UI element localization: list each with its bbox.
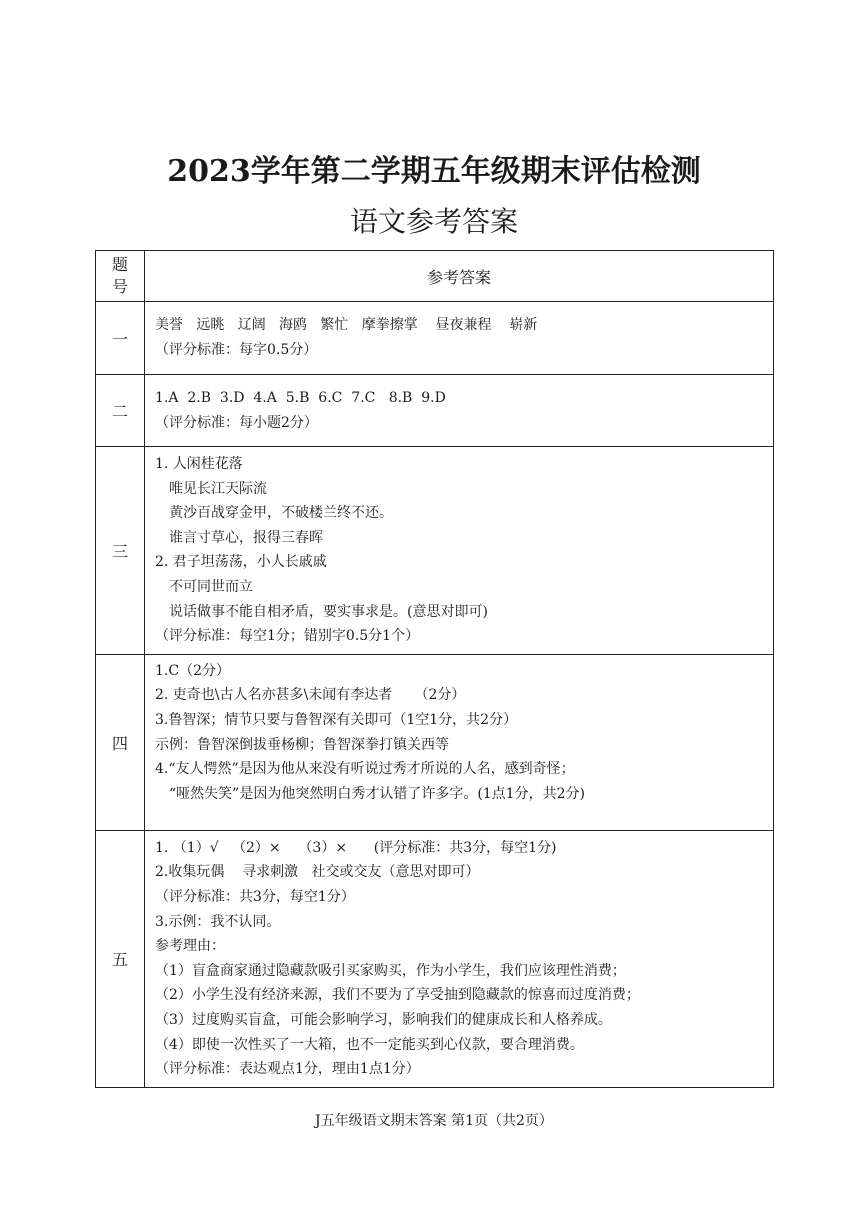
answer-line: “哑然失笑”是因为他突然明白秀才认错了许多字。(1点1分，共2分) xyxy=(169,785,585,802)
question-number-header xyxy=(96,251,145,302)
answer-line: 1. （1）√ （2）× （3）× (评分标准：共3分，每空1分) xyxy=(155,839,557,856)
answer-line: （2）小学生没有经济来源，我们不要为了享受抽到隐藏款的惊喜而过度消费； xyxy=(155,987,640,1004)
answer-cell xyxy=(145,830,774,1087)
page-title: 2023学年第二学期五年级期末评估检测 xyxy=(167,154,701,189)
answer-line: 示例：鲁智深倒拔垂杨柳；鲁智深拳打镇关西等 xyxy=(155,736,449,753)
answer-line: 不可同世而立 xyxy=(169,578,253,595)
answer-line: 4.“友人愕然”是因为他从来没有听说过秀才所说的人名，感到奇怪； xyxy=(155,761,575,778)
question-number-header-label: 题 号 xyxy=(111,255,128,296)
question-number: 二 xyxy=(96,375,145,447)
page-subtitle: 语文参考答案 xyxy=(349,205,518,238)
question-number: 四 xyxy=(96,654,145,830)
answer-line: （1）盲盒商家通过隐藏款吸引买家购买，作为小学生，我们应该理性消费； xyxy=(155,962,626,979)
answer-line: （评分标准：每字0.5分） xyxy=(155,342,318,358)
table-row xyxy=(96,447,774,655)
answer-line: （4）即使一次性买了一大箱，也不一定能买到心仪款，要合理消费。 xyxy=(155,1036,584,1053)
table-row xyxy=(96,830,774,1087)
answer-line: 3.鲁智深；情节只要与鲁智深有关即可（1空1分，共2分） xyxy=(155,711,518,728)
answer-line: 美誉 远眺 辽阔 海鸥 繁忙 摩拳擦掌 昼夜兼程 崭新 xyxy=(155,317,538,334)
answer-line: 唯见长江天际流 xyxy=(169,480,267,497)
answer-line: 2. 吏奇也\古人名亦甚多\未闻有李达者 （2分） xyxy=(155,687,466,704)
table-row xyxy=(96,375,774,447)
answer-cell xyxy=(145,302,774,375)
table-row xyxy=(96,654,774,830)
answer-cell xyxy=(145,654,774,830)
question-number: 一 xyxy=(96,302,145,375)
question-number: 五 xyxy=(96,830,145,1087)
table-row xyxy=(96,302,774,375)
answer-line: （评分标准：每小题2分） xyxy=(155,414,318,431)
answer-line: 2.收集玩偶 寻求刺激 社交或交友（意思对即可） xyxy=(155,864,480,881)
table-header-row xyxy=(96,251,774,302)
answer-line: 说话做事不能自相矛盾，要实事求是。(意思对即可) xyxy=(169,603,488,620)
answer-line: （3）过度购买盲盒，可能会影响学习，影响我们的健康成长和人格养成。 xyxy=(155,1011,612,1028)
answer-line: 3.示例：我不认同。 xyxy=(155,913,281,930)
answer-line: 2. 君子坦荡荡，小人长戚戚 xyxy=(155,554,327,571)
question-number: 三 xyxy=(96,447,145,655)
answer-header: 参考答案 xyxy=(145,251,774,302)
page-footer: J五年级语文期末答案 第1页（共2页） xyxy=(315,1113,553,1129)
answer-line: 1.C（2分） xyxy=(155,662,230,679)
answer-line: 1.A 2.B 3.D 4.A 5.B 6.C 7.C 8.B 9.D xyxy=(155,389,446,406)
answer-line: 谁言寸草心，报得三春晖 xyxy=(169,529,323,546)
answer-line: （评分标准：每空1分；错别字0.5分1个） xyxy=(155,628,420,645)
answer-line: （评分标准：表达观点1分，理由1点1分） xyxy=(155,1061,420,1078)
answer-table xyxy=(95,250,774,1088)
answer-line: （评分标准：共3分，每空1分） xyxy=(155,888,355,905)
answer-line: 黄沙百战穿金甲，不破楼兰终不还。 xyxy=(169,505,393,522)
answer-cell xyxy=(145,375,774,447)
answer-cell xyxy=(145,447,774,655)
answer-line: 参考理由： xyxy=(155,938,225,955)
answer-line: 1. 人闲桂花落 xyxy=(155,456,243,472)
